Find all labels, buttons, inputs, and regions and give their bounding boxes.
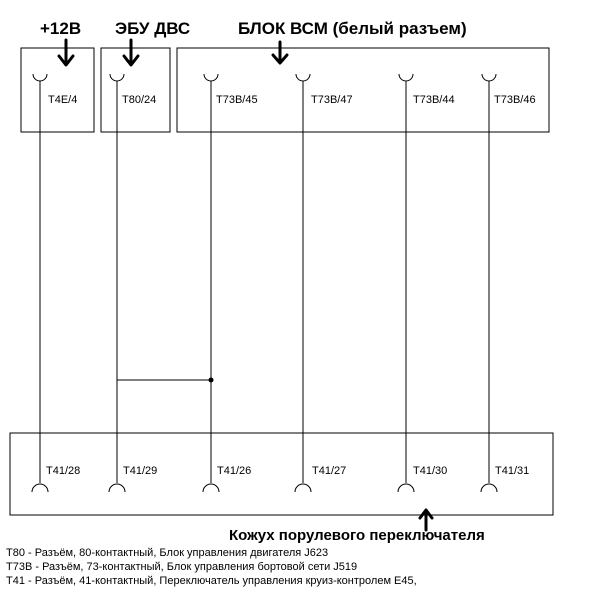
socket-top-t73b-45	[204, 74, 218, 81]
socket-bottom-t41-29	[109, 484, 125, 492]
socket-top-t80-24	[110, 74, 124, 81]
legend-line-t73b: T73B - Разъём, 73-контактный, Блок управления бортовой сети J519	[6, 561, 358, 573]
socket-bottom-t41-26	[203, 484, 219, 492]
pin-label-bottom-4: T41/27	[312, 465, 347, 477]
socket-bottom-t41-31	[481, 484, 497, 492]
wire-junction-dot	[209, 378, 214, 383]
socket-bottom-t41-30	[398, 484, 414, 492]
connector-block-t73b	[177, 48, 549, 132]
pin-label-top-4: T73B/47	[311, 94, 353, 106]
pin-label-bottom-2: T41/29	[123, 465, 158, 477]
pin-label-bottom-1: T41/28	[46, 465, 81, 477]
socket-top-t4e-4	[33, 74, 47, 81]
pin-label-top-3: T73B/45	[216, 94, 258, 106]
socket-bottom-t41-28	[32, 484, 48, 492]
pin-label-top-5: T73B/44	[413, 94, 455, 106]
bcm-heading: БЛОК ВСМ (белый разъем)	[238, 19, 467, 38]
arrow-bcm	[273, 42, 287, 63]
ecu-heading: ЭБУ ДВС	[115, 19, 191, 38]
socket-bottom-t41-27	[295, 484, 311, 492]
socket-top-t73b-47	[296, 74, 310, 81]
column-cover-heading: Кожух порулевого переключателя	[229, 527, 485, 544]
arrow-plus12v	[59, 40, 73, 65]
connector-block-t4e	[21, 48, 94, 132]
legend	[6, 546, 606, 588]
socket-top-t73b-44	[399, 74, 413, 81]
pin-label-top-1: T4E/4	[48, 94, 78, 106]
pin-label-top-6: T73B/46	[494, 94, 536, 106]
pin-label-top-2: T80/24	[122, 94, 157, 106]
legend-line-t41: T41 - Разъём, 41-контактный, Переключатель управления круиз-контролем E45,	[6, 575, 417, 587]
pin-label-bottom-5: T41/30	[413, 465, 448, 477]
legend-line-t80: T80 - Разъём, 80-контактный, Блок управления двигателя J623	[6, 547, 329, 559]
connector-block-t41	[10, 433, 553, 515]
arrow-ecu	[124, 40, 138, 65]
pin-label-bottom-6: T41/31	[495, 465, 530, 477]
pin-label-bottom-3: T41/26	[217, 465, 252, 477]
socket-top-t73b-46	[482, 74, 496, 81]
plus12v-heading: +12В	[40, 19, 82, 38]
